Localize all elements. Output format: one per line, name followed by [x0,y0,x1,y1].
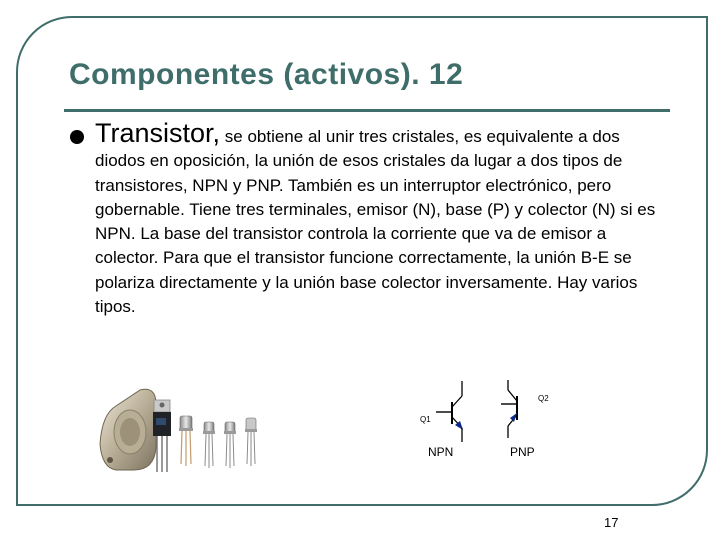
bullet-dot-icon [70,130,84,144]
page-number: 17 [604,515,619,530]
npn-symbol-icon [436,381,463,442]
title-underline [64,109,670,112]
pnp-label: PNP [510,445,535,459]
slide-title: Componentes (activos). 12 [69,58,464,91]
bullet-lead: Transistor, [95,118,221,148]
bullet-paragraph [95,118,665,319]
npn-label: NPN [428,445,454,459]
bullet-body: se obtiene al unir tres cristales, es equivalente a dos diodos en oposición, la unión de esos cristales da lugar a dos tipos de transistores, NPN y PNP. También es un interruptor electrónico, pero gobernable. Tiene tres terminales, emisor (N), base (P) y colector (N) si es NPN. La base del transistor controla la corriente que va de emisor a colector. Para que el transistor funcione correctamente, la unión B-E se polariza directamente y la unión base colector inversamente. Hay varios tipos. [95,127,656,317]
pnp-symbol-icon [501,380,517,438]
q1-label: Q1 [420,415,431,424]
transistor-symbols-diagram [418,376,568,466]
q2-label: Q2 [538,394,549,403]
transistor-photo [96,384,276,476]
